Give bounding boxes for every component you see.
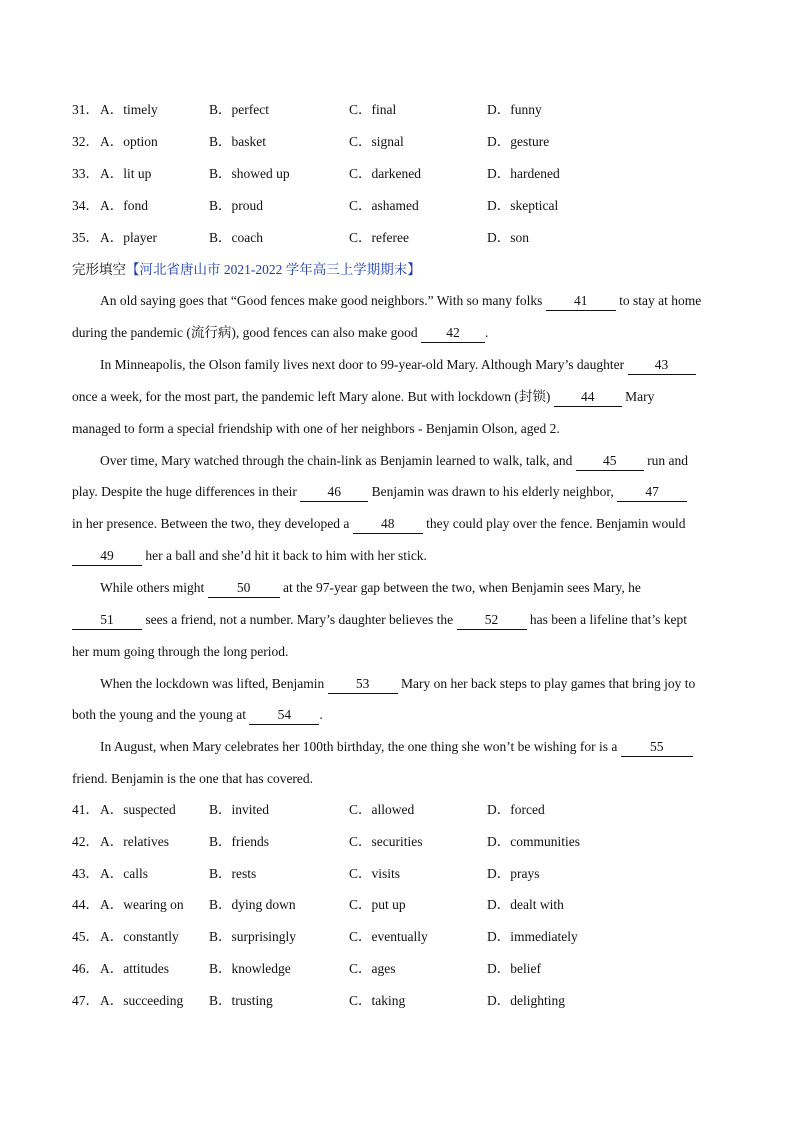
passage-line: both the young and the young at 54 .	[72, 704, 724, 726]
passage-line: in her presence. Between the two, they developed a 48 they could play over the fence. Benjamin would	[72, 513, 724, 535]
option-b: B．trusting	[209, 993, 273, 1008]
blank-55[interactable]: 55	[621, 738, 693, 757]
blank-41[interactable]: 41	[546, 292, 616, 311]
option-c: C．referee	[349, 230, 409, 245]
blank-49[interactable]: 49	[72, 547, 142, 566]
question-number: 42．	[72, 834, 99, 849]
option-c: C．taking	[349, 993, 406, 1008]
passage-line: While others might 50 at the 97-year gap between the two, when Benjamin sees Mary, he	[100, 577, 724, 599]
option-b: B．showed up	[209, 166, 290, 181]
option-d: D．son	[487, 230, 530, 245]
passage-line: once a week, for the most part, the pandemic left Mary alone. But with lockdown (封锁) 44 Mary	[72, 386, 724, 408]
blank-43[interactable]: 43	[628, 356, 696, 375]
passage-line: When the lockdown was lifted, Benjamin 53 Mary on her back steps to play games that bring joy to	[100, 673, 724, 695]
option-c: C．put up	[349, 897, 406, 912]
blank-42[interactable]: 42	[421, 324, 485, 343]
option-c: C．visits	[349, 866, 401, 881]
option-a: A．wearing on	[100, 897, 184, 912]
option-d: D．forced	[487, 802, 545, 817]
option-b: B．dying down	[209, 897, 296, 912]
question-number: 33．	[72, 166, 99, 181]
passage-line: during the pandemic (流行病), good fences can also make good 42 .	[72, 322, 724, 344]
passage-line: 51 sees a friend, not a number. Mary’s daughter believes the 52 has been a lifeline that’s kept	[72, 609, 724, 631]
section-source: 【河北省唐山市 2021-2022 学年高三上学期期末】	[126, 262, 421, 277]
option-a: A．succeeding	[100, 993, 184, 1008]
passage-line: managed to form a special friendship with one of her neighbors - Benjamin Olson, aged 2.	[72, 421, 560, 436]
option-c: C．signal	[349, 134, 404, 149]
option-c: C．ages	[349, 961, 396, 976]
question-number: 34．	[72, 198, 99, 213]
option-a: A．lit up	[100, 166, 152, 181]
question-number: 46．	[72, 961, 99, 976]
passage-line: friend. Benjamin is the one that has covered.	[72, 771, 314, 786]
option-c: C．final	[349, 102, 397, 117]
question-number: 41．	[72, 802, 99, 817]
option-a: A．constantly	[100, 929, 179, 944]
option-d: D．gesture	[487, 134, 550, 149]
option-d: D．immediately	[487, 929, 578, 944]
option-b: B．basket	[209, 134, 266, 149]
blank-44[interactable]: 44	[554, 388, 622, 407]
option-b: B．surprisingly	[209, 929, 297, 944]
option-d: D．skeptical	[487, 198, 559, 213]
option-b: B．coach	[209, 230, 263, 245]
option-d: D．communities	[487, 834, 580, 849]
passage-line: Over time, Mary watched through the chain-link as Benjamin learned to walk, talk, and 45 run and	[100, 450, 724, 472]
question-number: 35．	[72, 230, 99, 245]
question-number: 32．	[72, 134, 99, 149]
passage-line: play. Despite the huge differences in their 46 Benjamin was drawn to his elderly neighbor, 47	[72, 481, 724, 503]
option-c: C．securities	[349, 834, 423, 849]
question-number: 45．	[72, 929, 99, 944]
option-a: A．calls	[100, 866, 148, 881]
option-b: B．friends	[209, 834, 269, 849]
option-c: C．darkened	[349, 166, 421, 181]
option-b: B．rests	[209, 866, 257, 881]
option-d: D．hardened	[487, 166, 560, 181]
passage-line: 49 her a ball and she’d hit it back to him with her stick.	[72, 545, 724, 567]
blank-54[interactable]: 54	[249, 706, 319, 725]
blank-50[interactable]: 50	[208, 579, 280, 598]
option-d: D．dealt with	[487, 897, 564, 912]
option-d: D．prays	[487, 866, 540, 881]
passage-line: In August, when Mary celebrates her 100th birthday, the one thing she won’t be wishing for is a 55	[100, 736, 724, 758]
option-b: B．proud	[209, 198, 263, 213]
option-a: A．option	[100, 134, 158, 149]
passage-line: An old saying goes that “Good fences make good neighbors.” With so many folks 41 to stay at home	[100, 290, 724, 312]
option-d: D．belief	[487, 961, 541, 976]
option-c: C．ashamed	[349, 198, 419, 213]
option-a: A．suspected	[100, 802, 176, 817]
blank-53[interactable]: 53	[328, 675, 398, 694]
blank-48[interactable]: 48	[353, 515, 423, 534]
question-number: 31．	[72, 102, 99, 117]
option-a: A．relatives	[100, 834, 169, 849]
option-a: A．timely	[100, 102, 158, 117]
blank-52[interactable]: 52	[457, 611, 527, 630]
blank-47[interactable]: 47	[617, 483, 687, 502]
option-a: A．attitudes	[100, 961, 169, 976]
option-c: C．eventually	[349, 929, 428, 944]
option-b: B．invited	[209, 802, 269, 817]
blank-45[interactable]: 45	[576, 452, 644, 471]
option-a: A．fond	[100, 198, 148, 213]
question-number: 44．	[72, 897, 99, 912]
question-number: 47．	[72, 993, 99, 1008]
section-heading	[72, 259, 421, 281]
blank-46[interactable]: 46	[300, 483, 368, 502]
option-c: C．allowed	[349, 802, 415, 817]
option-b: B．perfect	[209, 102, 269, 117]
blank-51[interactable]: 51	[72, 611, 142, 630]
option-b: B．knowledge	[209, 961, 291, 976]
option-d: D．funny	[487, 102, 542, 117]
option-a: A．player	[100, 230, 157, 245]
passage-line: her mum going through the long period.	[72, 644, 289, 659]
option-d: D．delighting	[487, 993, 565, 1008]
section-type: 完形填空	[72, 262, 126, 277]
question-number: 43．	[72, 866, 99, 881]
passage-line: In Minneapolis, the Olson family lives next door to 99-year-old Mary. Although Mary’s daughter 43	[100, 354, 724, 376]
